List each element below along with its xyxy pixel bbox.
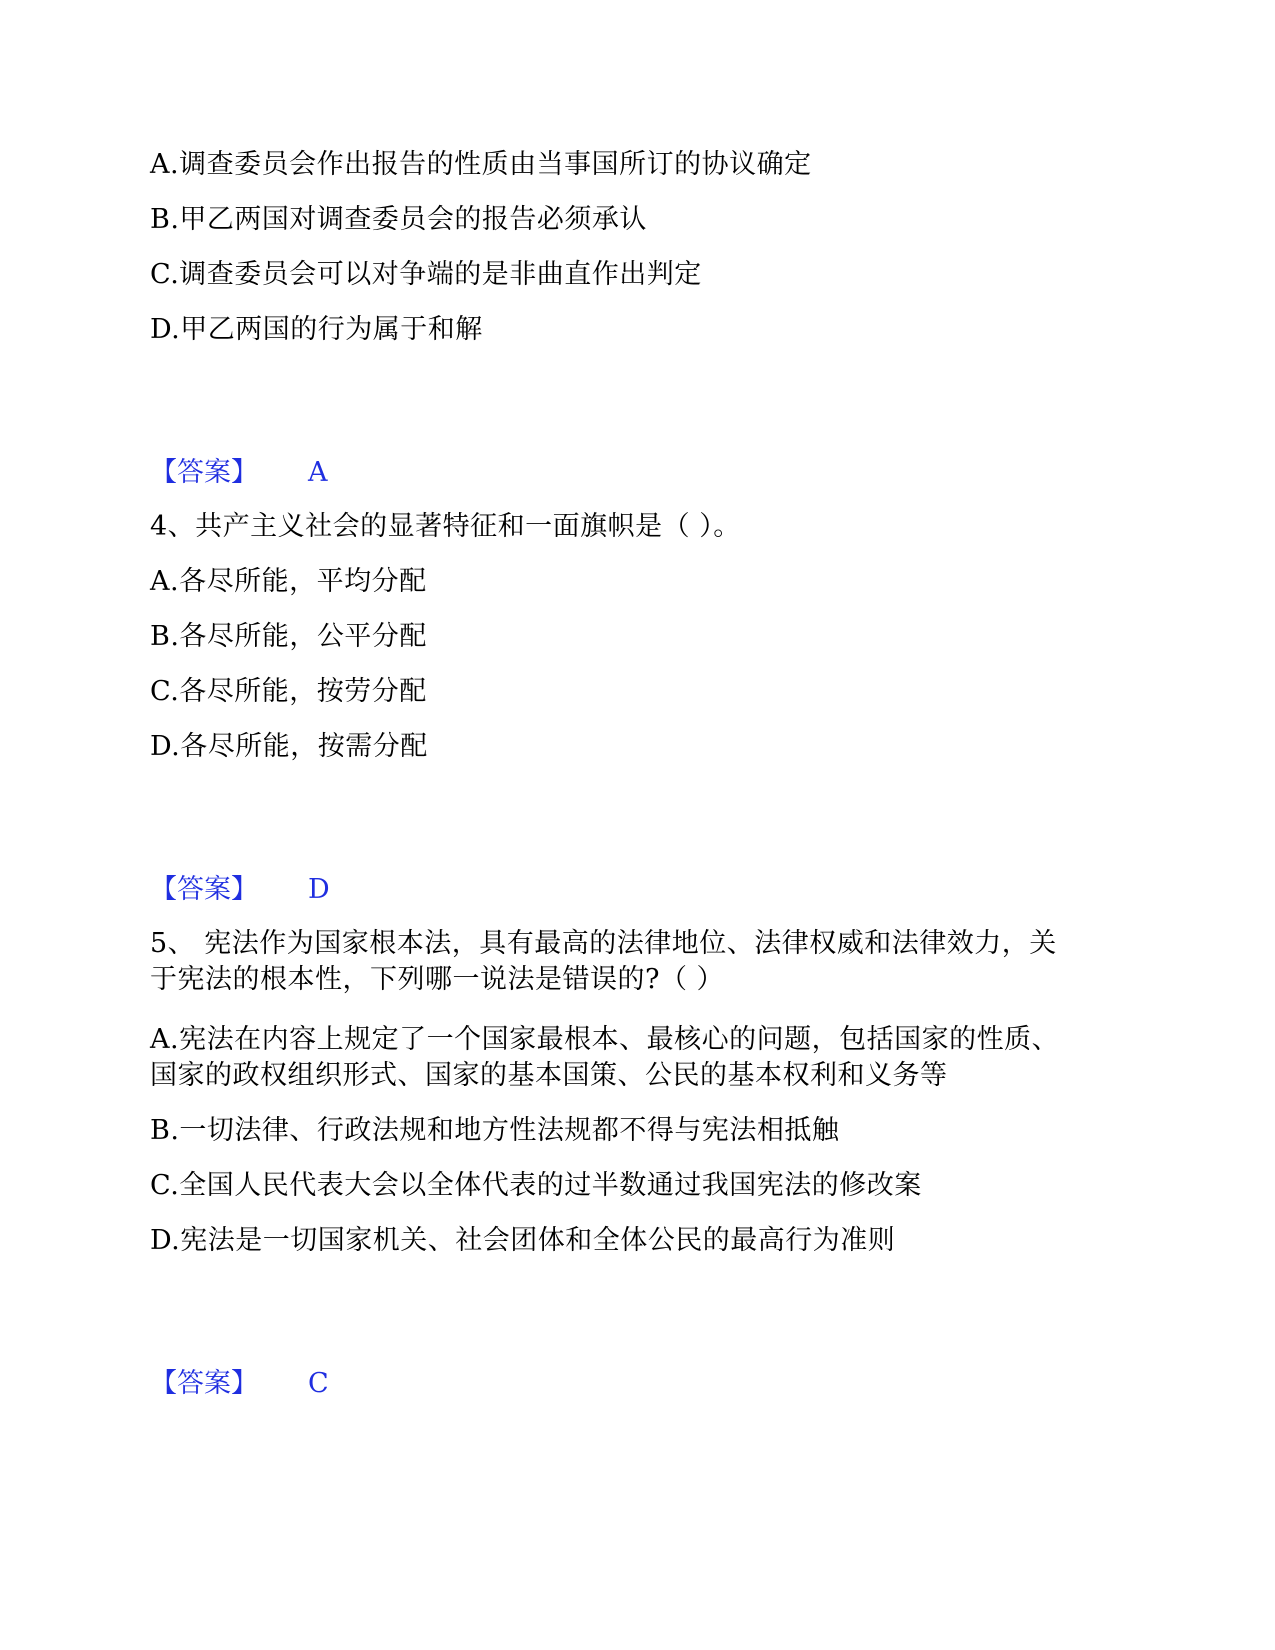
q4-answer-label: 【答案】 [150,874,258,905]
q4-stem: 4、共产主义社会的显著特征和一面旗帜是（ ）。 [150,511,741,542]
q3-option-a: A.调查委员会作出报告的性质由当事国所订的协议确定 [150,149,812,180]
q4-option-b: B.各尽所能，公平分配 [150,621,427,652]
q4-option-c: C.各尽所能，按劳分配 [150,676,427,707]
q3-option-d: D.甲乙两国的行为属于和解 [150,314,483,345]
q5-answer [150,1367,329,1401]
q4-option-a: A.各尽所能，平均分配 [150,566,427,597]
q5-stem-line-1: 5、 宪法作为国家根本法，具有最高的法律地位、法律权威和法律效力，关 [150,928,1057,959]
q5-option-d: D.宪法是一切国家机关、社会团体和全体公民的最高行为准则 [150,1225,896,1256]
q5-option-a-line-2: 国家的政权组织形式、国家的基本国策、公民的基本权利和义务等 [150,1060,948,1091]
q3-answer [150,456,328,490]
q3-answer-label: 【答案】 [150,457,258,488]
q3-answer-value: A [308,457,328,488]
q5-answer-value: C [308,1368,329,1399]
q4-option-d: D.各尽所能，按需分配 [150,731,428,762]
q5-option-c: C.全国人民代表大会以全体代表的过半数通过我国宪法的修改案 [150,1170,922,1201]
q4-answer [150,873,330,907]
q5-answer-label: 【答案】 [150,1368,258,1399]
q5-option-a-line-1: A.宪法在内容上规定了一个国家最根本、最核心的问题，包括国家的性质、 [150,1024,1060,1055]
q3-option-c: C.调查委员会可以对争端的是非曲直作出判定 [150,259,702,290]
q4-answer-value: D [308,874,330,905]
q3-option-b: B.甲乙两国对调查委员会的报告必须承认 [150,204,647,235]
q5-option-b: B.一切法律、行政法规和地方性法规都不得与宪法相抵触 [150,1115,840,1146]
q5-stem-line-2: 于宪法的根本性，下列哪一说法是错误的?（ ） [150,964,725,995]
